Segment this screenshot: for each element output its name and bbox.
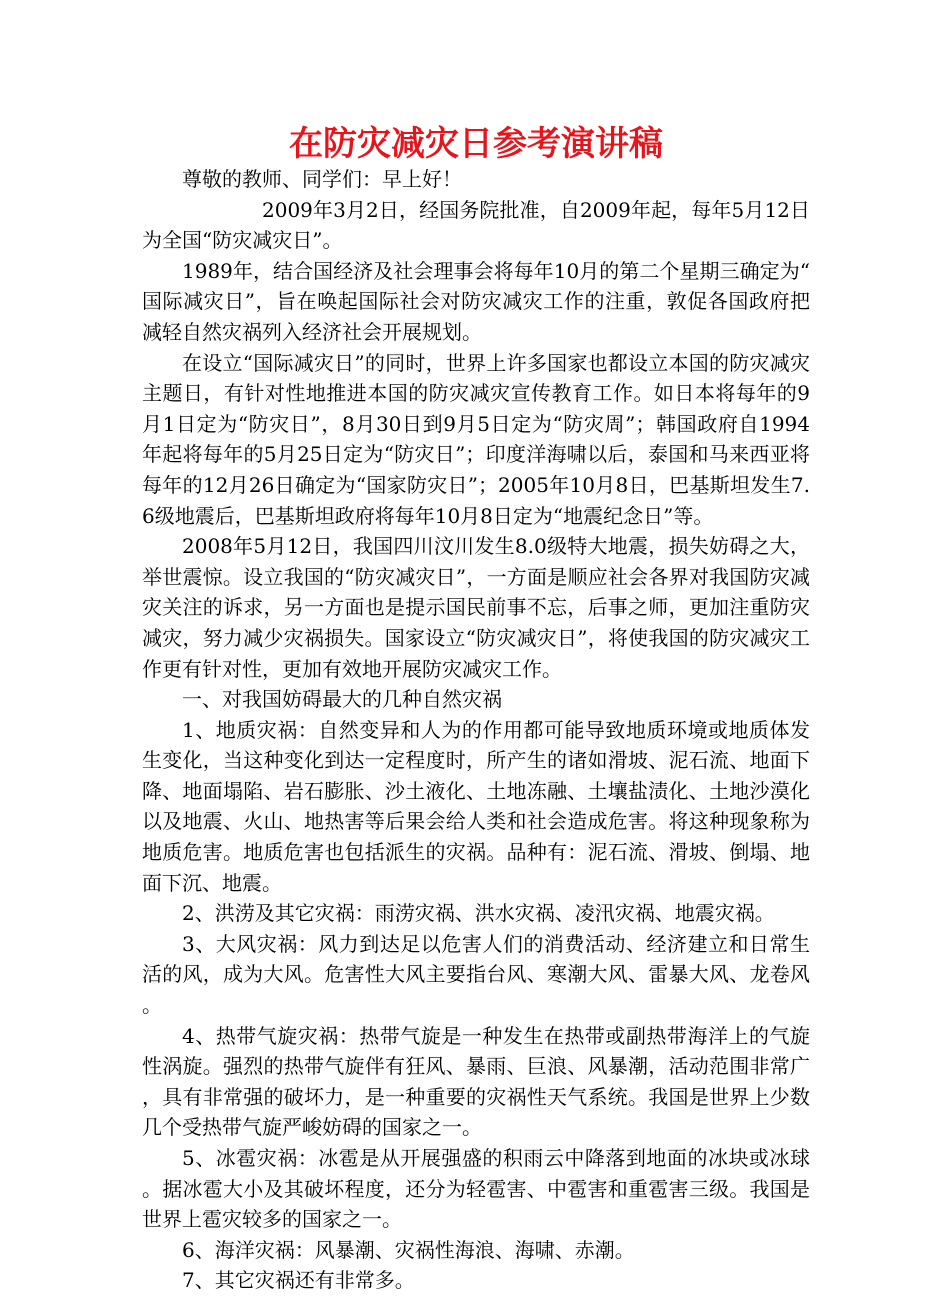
- paragraph-ocean: 6、海洋灾祸：风暴潮、灾祸性海浪、海啸、赤潮。: [182, 1237, 635, 1262]
- paragraph-greeting: 尊敬的教师、同学们：早上好！: [182, 167, 462, 191]
- paragraph-flood: 2、洪涝及其它灾祸：雨涝灾祸、洪水灾祸、凌汛灾祸、地震灾祸。: [182, 901, 775, 926]
- section-heading: 一、对我国妨碍最大的几种自然灾祸: [182, 687, 502, 712]
- paragraph-other: 7、其它灾祸还有非常多。: [182, 1268, 415, 1293]
- paragraph-cyclone: 4、热带气旋灾祸：热带气旋是一种发生在热带或副热带海洋上的气旋性涡旋。强烈的热带气旋伴有狂风、暴雨、巨浪、风暴潮，活动范围非常广，具有非常强的破坏力，是一种重要的灾祸性天气系统。我国是世界上少数几个受热带气旋严峻妨碍的国家之一。: [142, 1023, 810, 1140]
- document-page: [142, 118, 810, 1296]
- document-title: 在防灾减灾日参考演讲稿: [289, 124, 663, 164]
- paragraph-international: 在设立“国际减灾日”的同时，世界上许多国家也都设立本国的防灾减灾主题日，有针对性地推进本国的防灾减灾宣传教育工作。如日本将每年的9月1日定为“防灾日”，8月30日到9月5日定为“防灾周”；韩国政府自1994年起将每年的5月25日定为“防灾日”；印度洋海啸以后，泰国和马来西亚将每年的12月26日确定为“国家防灾日”；2005年10月8日，巴基斯坦发生7.6级地震后，巴基斯坦政府将每年10月8日定为“地震纪念日”等。: [142, 350, 810, 528]
- paragraph-geology: 1、地质灾祸：自然变异和人为的作用都可能导致地质环境或地质体发生变化，当这种变化到达一定程度时，所产生的诸如滑坡、泥石流、地面下降、地面塌陷、岩石膨胀、沙土液化、土地冻融、土壤盐渍化、土地沙漠化以及地震、火山、地热害等后果会给人类和社会造成危害。将这种现象称为地质危害。地质危害也包括派生的灾祸。品种有：泥石流、滑坡、倒塌、地面下沉、地震。: [142, 717, 810, 895]
- paragraph-date: 2009年3月2日，经国务院批准，自2009年起，每年5月12日为全国“防灾减灾日”。: [142, 197, 810, 253]
- paragraph-wind: 3、大风灾祸：风力到达足以危害人们的消费活动、经济建立和日常生活的风，成为大风。危害性大风主要指台风、寒潮大风、雷暴大风、龙卷风。: [142, 931, 810, 1018]
- paragraph-1989: 1989年，结合国经济及社会理事会将每年10月的第二个星期三确定为“国际减灾日”，旨在唤起国际社会对防灾减灾工作的注重，敦促各国政府把减轻自然灾祸列入经济社会开展规划。: [142, 258, 810, 344]
- paragraph-2008: 2008年5月12日，我国四川汶川发生8.0级特大地震，损失妨碍之大，举世震惊。设立我国的“防灾减灾日”，一方面是顺应社会各界对我国防灾减灾关注的诉求，另一方面也是提示国民前事不忘，后事之师，更加注重防灾减灾，努力减少灾祸损失。国家设立“防灾减灾日”，将使我国的防灾减灾工作更有针对性，更加有效地开展防灾减灾工作。: [142, 534, 810, 681]
- paragraph-hail: 5、冰雹灾祸：冰雹是从开展强盛的积雨云中降落到地面的冰块或冰球。据冰雹大小及其破坏程度，还分为轻雹害、中雹害和重雹害三级。我国是世界上雹灾较多的国家之一。: [142, 1146, 810, 1232]
